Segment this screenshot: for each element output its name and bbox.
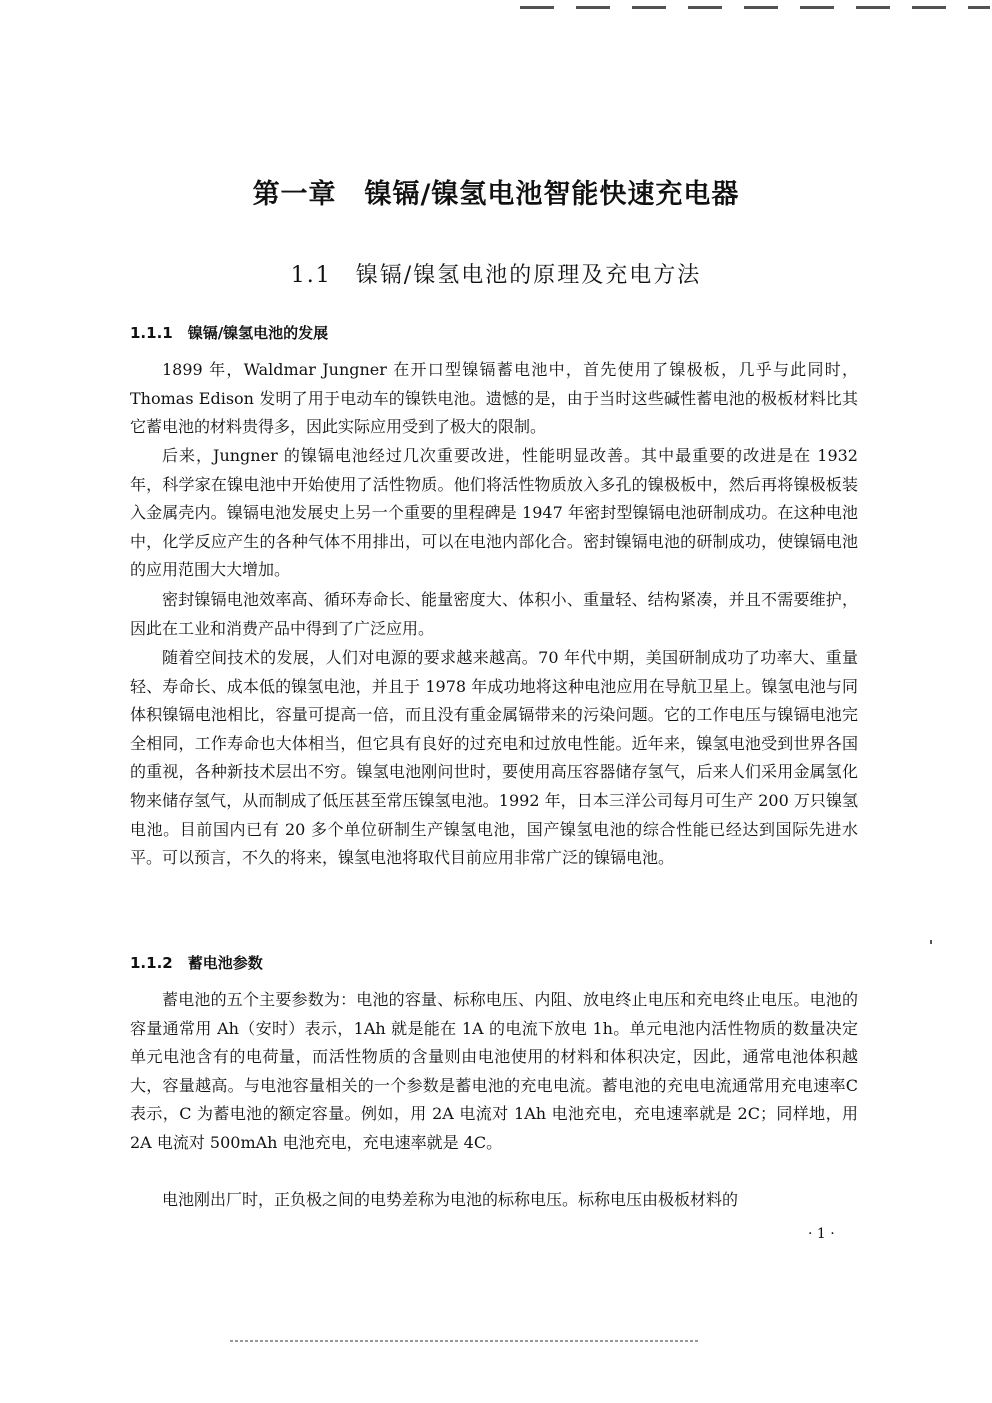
scan-artifact-bottom	[230, 1340, 700, 1342]
subsection-heading-2: 1.1.2 蓄电池参数	[130, 954, 263, 972]
paragraph: 随着空间技术的发展，人们对电源的要求越来越高。70 年代中期，美国研制成功了功率大、重量轻、寿命长、成本低的镍氢电池，并且于 1978 年成功地将这种电池应用在导航卫星上。镍氢电池与同体积镍镉电池相比，容量可提高一倍，而且没有重金属镉带来的污染问题。它的工作电压与镍镉电池完全相同，工作寿命也大体相当，但它具有良好的过充电和过放电性能。近年来，镍氢电池受到世界各国的重视，各种新技术层出不穷。镍氢电池刚问世时，要使用高压容器储存氢气，后来人们采用金属氢化物来储存氢气，从而制成了低压甚至常压镍氢电池。1992 年，日本三洋公司每月可生产 200 万只镍氢电池。目前国内已有 20 多个单位研制生产镍氢电池，国产镍氢电池的综合性能已经达到国际先进水平。可以预言，不久的将来，镍氢电池将取代目前应用非常广泛的镍镉电池。	[130, 648, 858, 868]
page-number: · 1 ·	[808, 1226, 835, 1242]
scan-artifact-dot	[930, 940, 932, 944]
scan-artifact-top	[520, 6, 990, 9]
paragraph: 1899 年，Waldmar Jungner 在开口型镍镉蓄电池中，首先使用了镍极板，几乎与此同时，Thomas Edison 发明了用于电动车的镍铁电池。遗憾的是，由于当时这些碱性蓄电池的极板材料比其它蓄电池的材料贵得多，因此实际应用受到了极大的限制。	[130, 360, 858, 437]
paragraph: 密封镍镉电池效率高、循环寿命长、能量密度大、体积小、重量轻、结构紧凑，并且不需要维护，因此在工业和消费产品中得到了广泛应用。	[130, 590, 858, 638]
chapter-title: 第一章 镍镉/镍氢电池智能快速充电器	[252, 179, 740, 210]
section-title: 1.1 镍镉/镍氢电池的原理及充电方法	[290, 263, 702, 288]
paragraph: 后来，Jungner 的镍镉电池经过几次重要改进，性能明显改善。其中最重要的改进是在 1932 年，科学家在镍电池中开始使用了活性物质。他们将活性物质放入多孔的镍极板中，然后再将镍极板装入金属壳内。镍镉电池发展史上另一个重要的里程碑是 1947 年密封型镍镉电池研制成功。在这种电池中，化学反应产生的各种气体不用排出，可以在电池内部化合。密封镍镉电池的研制成功，使镍镉电池的应用范围大大增加。	[130, 446, 858, 580]
subsection-heading-1: 1.1.1 镍镉/镍氢电池的发展	[130, 324, 329, 342]
paragraph: 电池刚出厂时，正负极之间的电势差称为电池的标称电压。标称电压由极板材料的	[162, 1190, 739, 1209]
paragraph: 蓄电池的五个主要参数为：电池的容量、标称电压、内阻、放电终止电压和充电终止电压。电池的容量通常用 Ah（安时）表示，1Ah 就是能在 1A 的电流下放电 1h。单元电池内活性物质的数量决定单元电池含有的电荷量，而活性物质的含量则由电池使用的材料和体积决定，因此，通常电池体积越大，容量越高。与电池容量相关的一个参数是蓄电池的充电电流。蓄电池的充电电流通常用充电速率C 表示，C 为蓄电池的额定容量。例如，用 2A 电流对 1Ah 电池充电，充电速率就是 2C；同样地，用 2A 电流对 500mAh 电池充电，充电速率就是 4C。	[130, 990, 858, 1152]
